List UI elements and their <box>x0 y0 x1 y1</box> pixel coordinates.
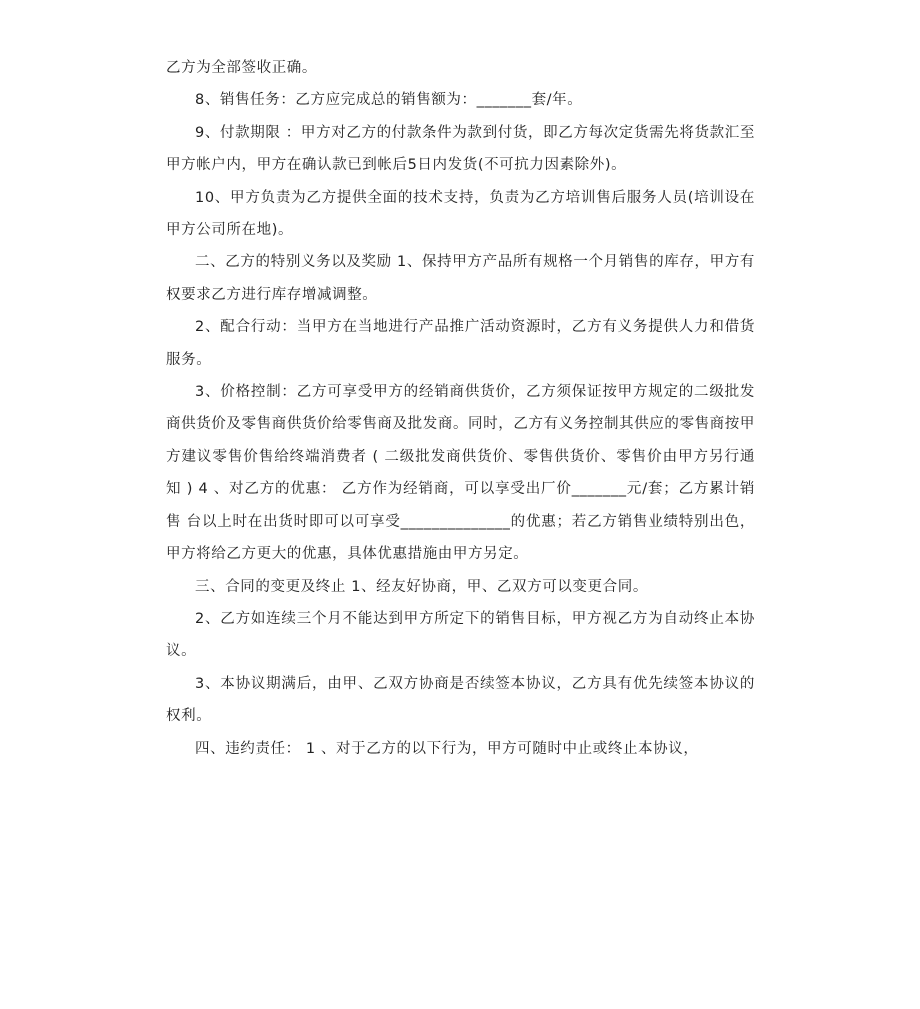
paragraph-liability: 四、违约责任： 1 、对于乙方的以下行为，甲方可随时中止或终止本协议， <box>195 740 699 757</box>
paragraph-auto-termination: 2、乙方如连续三个月不能达到甲方所定下的销售目标，甲方视乙方为自动终止本协议。 <box>166 610 755 660</box>
paragraph-renewal: 3、本协议期满后，由甲、乙双方协商是否续签本协议，乙方具有优先续签本协议的权利。 <box>166 675 755 725</box>
paragraph-sales-task: 8、销售任务：乙方应完成总的销售额为：_______套/年。 <box>195 92 583 109</box>
paragraph-contract-change: 三、合同的变更及终止 1、经友好协商，甲、乙双方可以变更合同。 <box>195 578 648 595</box>
paragraph-technical-support: 10、甲方负责为乙方提供全面的技术支持，负责为乙方培训售后服务人员(培训设在甲方公司所在地)。 <box>166 189 755 239</box>
paragraph-special-obligations: 二、乙方的特别义务以及奖励 1、保持甲方产品所有规格一个月销售的库存，甲方有权要求乙方进行库存增减调整。 <box>166 254 755 303</box>
paragraph-continuation: 乙方为全部签收正确。 <box>166 60 317 76</box>
paragraph-payment-terms: 9、付款期限 ：甲方对乙方的付款条件为款到付货，即乙方每次定货需先将货款汇至甲方帐户内，甲方在确认款已到帐后5日内发货(不可抗力因素除外)。 <box>166 124 755 174</box>
document-page <box>166 52 755 765</box>
paragraph-cooperation: 2、配合行动：当甲方在当地进行产品推广活动资源时，乙方有义务提供人力和借货服务。 <box>166 319 755 368</box>
paragraph-price-control: 3、价格控制：乙方可享受甲方的经销商供货价，乙方须保证按甲方规定的二级批发商供货价及零售商供货价给零售商及批发商。同时，乙方有义务控制其供应的零售商按甲方建议零售价售给终端消费者 ( 二级批发商供货价、零售供货价、零售价由甲方另行通知 ) 4 、对乙方的优惠： 乙方作为经销商，可以享受出厂价_______元/套；乙方累计销售 台以上时在出货时即可以可享受______________的优惠；若乙方销售业绩特别出色，甲方将给乙方更大的优惠，具体优惠措施由甲方另定。 <box>166 384 755 563</box>
